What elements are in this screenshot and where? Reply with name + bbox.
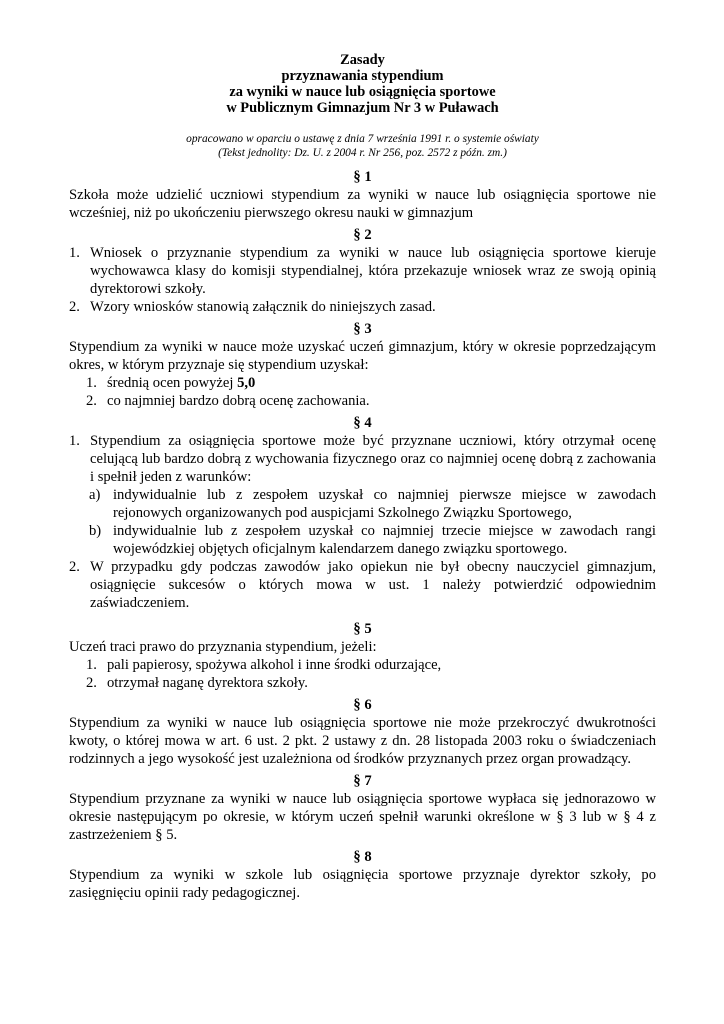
list-text: indywidualnie lub z zespołem uzyskał co najmniej trzecie miejsce w zawodach rangi wojewódzkiej objętych oficjalnym kalendarzem danego związku sportowego. (113, 523, 656, 557)
paragraph: Stypendium przyznane za wyniki w nauce lub osiągnięcia sportowe wypłaca się jednorazowo w okresie następującym po okresie, w którym uczeń spełnił warunki określone w § 3 lub w § 4 z zastrzeżeniem § 5. (69, 791, 656, 843)
title-line: przyznawania stypendium (281, 68, 444, 84)
paragraph: Stypendium za wyniki w szkole lub osiągnięcia sportowe przyznaje dyrektor szkoły, po zasięgnięciu opinii rady pedagogicznej. (69, 867, 656, 901)
list-text-bold: 5,0 (237, 375, 256, 391)
section-4 (69, 414, 656, 612)
list-text: W przypadku gdy podczas zawodów jako opiekun nie był obecny nauczyciel gimnazjum, osiągnięcie sukcesów o których mowa w ust. 1 należy potwierdzić odpowiednim zaświadczeniem. (90, 559, 656, 611)
list-text: indywidualnie lub z zespołem uzyskał co najmniej pierwsze miejsce w zawodach rejonowych organizowanych pod auspicjami Szkolnego Związku Sportowego, (113, 487, 656, 521)
list-text (107, 374, 656, 392)
list-number: 1. (86, 375, 97, 391)
list-item (69, 558, 656, 612)
list-text: Stypendium za osiągnięcia sportowe może być przyznane uczniowi, który otrzymał ocenę celującą lub bardzo dobrą z wychowania fizycznego oraz co najmniej ocenę dobrą z zachowania i spełnił jeden z warunków: (90, 433, 656, 485)
list-item (69, 656, 656, 674)
document-subtitle (69, 132, 656, 160)
section-heading: § 2 (353, 227, 372, 243)
section-2 (69, 226, 656, 316)
section-heading: § 1 (353, 169, 372, 185)
list-text: Wzory wniosków stanowią załącznik do niniejszych zasad. (90, 299, 436, 315)
list-item (69, 298, 656, 316)
section-5 (69, 620, 656, 692)
list-number: 2. (69, 559, 80, 575)
list-number: 2. (69, 299, 80, 315)
section-heading: § 6 (353, 697, 372, 713)
list-number: 2. (86, 393, 97, 409)
list-item (69, 374, 656, 392)
list-item (69, 674, 656, 692)
list-text: Wniosek o przyznanie stypendium za wyniki w nauce lub osiągnięcia sportowe kieruje wychowawca klasy do komisji stypendialnej, która przekazuje wniosek wraz ze swoją opinią dyrektorowi szkoły. (90, 245, 656, 297)
section-7 (69, 772, 656, 844)
title-line: w Publicznym Gimnazjum Nr 3 w Puławach (226, 100, 499, 116)
paragraph: Szkoła może udzielić uczniowi stypendium za wyniki w nauce lub osiągnięcia sportowe nie wcześniej, niż po ukończeniu pierwszego okresu nauki w gimnazjum (69, 187, 656, 221)
list-item (69, 392, 656, 410)
subtitle-line: opracowano w oparciu o ustawę z dnia 7 września 1991 r. o systemie oświaty (186, 133, 539, 145)
list-number: 2. (86, 675, 97, 691)
section-heading: § 5 (353, 621, 372, 637)
list-item (69, 244, 656, 298)
paragraph: Stypendium za wyniki w nauce może uzyskać uczeń gimnazjum, który w okresie poprzedzającym okres, w którym przyznaje się stypendium uzyskał: (69, 339, 656, 373)
list-letter: a) (89, 487, 101, 503)
section-heading: § 8 (353, 849, 372, 865)
sub-list-item (69, 522, 656, 558)
list-text-plain: średnią ocen powyżej (107, 375, 238, 391)
title-line: za wyniki w nauce lub osiągnięcia sportowe (229, 84, 496, 100)
list-item (69, 432, 656, 486)
list-number: 1. (69, 433, 80, 449)
section-heading: § 7 (353, 773, 372, 789)
section-heading: § 3 (353, 321, 372, 337)
section-6 (69, 696, 656, 768)
title-line: Zasady (340, 52, 385, 68)
list-text: co najmniej bardzo dobrą ocenę zachowania. (107, 393, 370, 409)
list-text: otrzymał naganę dyrektora szkoły. (107, 675, 308, 691)
sub-list-item (69, 486, 656, 522)
list-number: 1. (86, 657, 97, 673)
section-8 (69, 848, 656, 902)
section-3 (69, 320, 656, 410)
section-heading: § 4 (353, 415, 372, 431)
subtitle-line: (Tekst jednolity: Dz. U. z 2004 r. Nr 256, poz. 2572 z późn. zm.) (218, 147, 507, 159)
document-title (69, 52, 656, 116)
list-number: 1. (69, 245, 80, 261)
paragraph: Stypendium za wyniki w nauce lub osiągnięcia sportowe nie może przekroczyć dwukrotności kwoty, o której mowa w art. 6 ust. 2 pkt. 2 ustawy z dn. 28 listopada 2003 roku o świadczeniach rodzinnych a jego wysokość jest uzależniona od środków przyznanych przez organ prowadzący. (69, 715, 656, 767)
paragraph: Uczeń traci prawo do przyznania stypendium, jeżeli: (69, 639, 377, 655)
section-1 (69, 168, 656, 222)
list-text: pali papierosy, spożywa alkohol i inne środki odurzające, (107, 657, 442, 673)
list-letter: b) (89, 523, 102, 539)
